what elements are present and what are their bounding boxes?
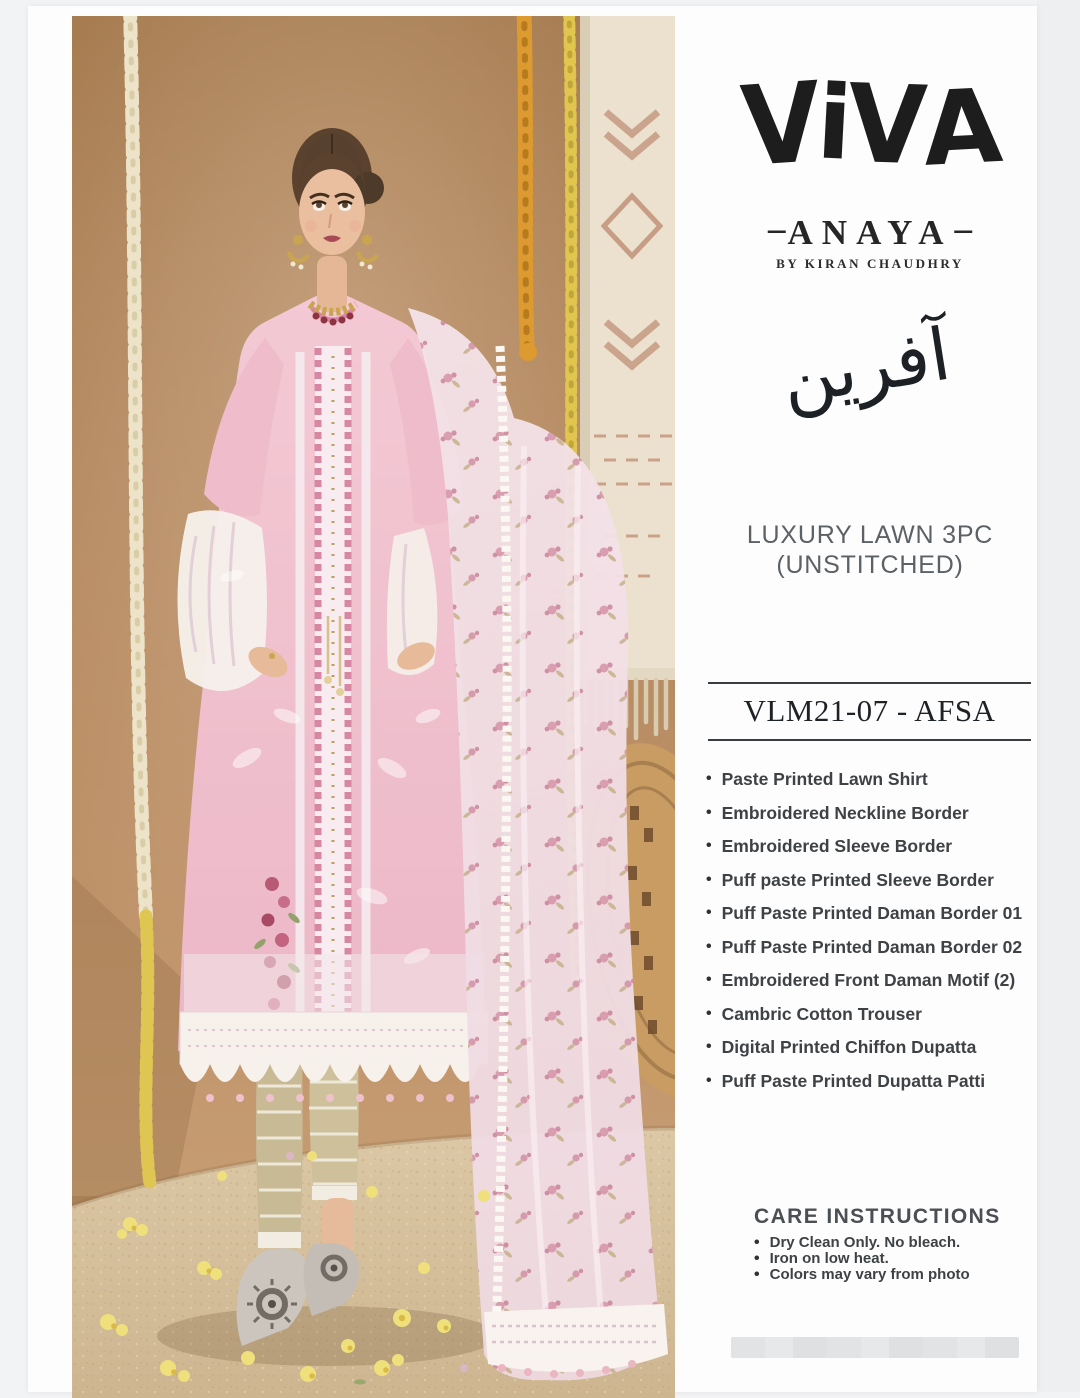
logo-letter: V: [737, 58, 822, 193]
feature-item: • Cambric Cotton Trouser: [706, 1003, 922, 1024]
feature-item: • Paste Printed Lawn Shirt: [706, 769, 928, 789]
care-heading: CARE INSTRUCTIONS: [754, 1205, 1001, 1228]
care-instructions: [754, 1205, 1054, 1282]
brand-logo: [675, 58, 1065, 193]
feature-item: • Puff Paste Printed Daman Border 02: [706, 936, 1023, 957]
product-type: [675, 520, 1065, 580]
brand-name: [675, 209, 1065, 253]
blurred-watermark-bar: [731, 1337, 1019, 1358]
care-list: [754, 1235, 1054, 1282]
logo-letter: V: [845, 61, 926, 190]
bullet-icon: •: [706, 937, 712, 955]
logo-letter: i: [813, 63, 852, 184]
flyer-card: [28, 6, 1037, 1392]
care-item: • Dry Clean Only. No bleach.: [754, 1234, 961, 1251]
brand-byline: BY KIRAN CHAUDHRY: [776, 256, 964, 271]
bullet-icon: •: [706, 1004, 712, 1022]
bullet-icon: •: [706, 1071, 712, 1089]
feature-item: • Puff Paste Printed Dupatta Patti: [706, 1070, 986, 1091]
bullet-icon: •: [706, 870, 712, 888]
product-code: VLM21-07 - AFSA: [743, 693, 996, 728]
urdu-calligraphy: آفرین: [775, 311, 956, 422]
bullet-icon: •: [754, 1249, 760, 1267]
bullet-icon: •: [706, 971, 712, 988]
bullet-icon: •: [706, 770, 712, 787]
feature-item: • Embroidered Neckline Border: [706, 802, 969, 823]
feature-item: • Puff Paste Printed Daman Border 01: [706, 903, 1023, 923]
bullet-icon: •: [706, 904, 712, 921]
info-panel: [675, 6, 1065, 1398]
model-photo: [72, 16, 675, 1398]
bullet-icon: •: [706, 803, 712, 821]
feature-item: • Embroidered Sleeve Border: [706, 836, 953, 856]
model-photo-illustration: [72, 16, 675, 1398]
bullet-icon: •: [754, 1265, 760, 1283]
bullet-icon: •: [754, 1234, 760, 1251]
feature-item: • Digital Printed Chiffon Dupatta: [706, 1037, 977, 1057]
logo-letter: A: [920, 67, 1002, 190]
feature-item: • Puff paste Printed Sleeve Border: [706, 869, 994, 890]
product-type-line2: (UNSTITCHED): [776, 551, 964, 579]
brand-dash: –: [768, 209, 786, 248]
brand-dash: –: [954, 209, 972, 248]
care-item: • Colors may vary from photo: [754, 1265, 970, 1283]
feature-list: [706, 770, 1046, 1105]
bullet-icon: •: [706, 1038, 712, 1055]
brand-name-text: ANAYA: [787, 213, 953, 252]
feature-item: • Embroidered Front Daman Motif (2): [706, 970, 1016, 990]
product-type-line1: LUXURY LAWN 3PC: [746, 521, 994, 549]
product-code-block: [708, 682, 1031, 741]
bullet-icon: •: [706, 837, 712, 854]
care-item: • Iron on low heat.: [754, 1249, 889, 1267]
